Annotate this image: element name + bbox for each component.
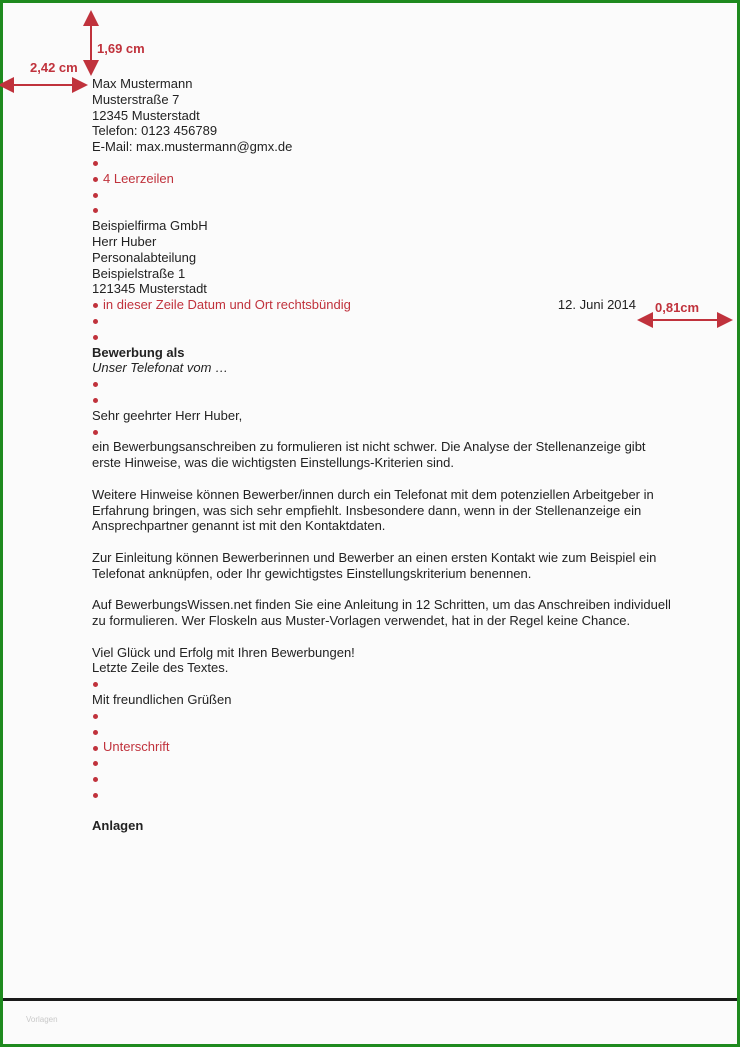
attachments-heading: Anlagen <box>92 818 144 834</box>
recipient-city: 121345 Musterstadt <box>92 281 207 297</box>
recipient-street: Beispielstraße 1 <box>92 265 186 281</box>
bullet-dot <box>93 746 98 751</box>
bullet-dot <box>93 777 98 782</box>
sender-city: 12345 Musterstadt <box>92 107 200 123</box>
top-margin-label: 1,69 cm <box>97 41 145 56</box>
bullet-dot <box>93 208 98 213</box>
bullet-dot <box>93 398 98 403</box>
body-paragraph-5-line-1: Viel Glück und Erfolg mit Ihren Bewerbungen! <box>92 644 355 660</box>
left-margin-label: 2,42 cm <box>30 60 78 75</box>
bullet-dot <box>93 335 98 340</box>
bottom-rule <box>3 998 737 1001</box>
blank-line-marker <box>92 755 672 771</box>
blank-line-marker <box>92 787 672 803</box>
bullet-dot <box>93 303 98 308</box>
body-paragraph-1: ein Bewerbungsanschreiben zu formulieren ist nicht schwer. Die Analyse der Stellenanzeige gibt erste Hinweise, was die wichtigsten Einstellungs-Kriterien sind. <box>92 439 646 471</box>
letter-body <box>92 76 672 834</box>
sender-email: E-Mail: max.mustermann@gmx.de <box>92 139 293 155</box>
date-line <box>92 297 672 313</box>
bullet-dot <box>93 430 98 435</box>
signature-hint <box>92 739 672 755</box>
letter-date: 12. Juni 2014 <box>557 297 636 313</box>
bullet-dot <box>93 319 98 324</box>
bullet-dot <box>93 177 98 182</box>
blank-line-marker <box>92 202 672 218</box>
body-paragraph-3: Zur Einleitung können Bewerberinnen und Bewerber an einen ersten Kontakt wie zum Beispiel ein Telefonat anknüpfen, oder Ihr gewichtigstes Einstellungskriterium benennen. <box>92 549 657 581</box>
bullet-dot <box>93 161 98 166</box>
bullet-dot <box>93 793 98 798</box>
body-paragraph-5-line-2: Letzte Zeile des Textes. <box>92 660 229 676</box>
reference-line: Unser Telefonat vom … <box>92 360 229 376</box>
body-paragraph-2: Weitere Hinweise können Bewerber/innen durch ein Telefonat mit dem potenziellen Arbeitgeber in Erfahrung bringen, was sich sehr empfiehlt. Insbesondere dann, wenn in der Stellenanzeige ein Ansprechpartner genannt ist mit den Kontaktdaten. <box>92 486 654 534</box>
bullet-dot <box>93 761 98 766</box>
blank-line-marker <box>92 708 672 724</box>
bullet-dot <box>93 382 98 387</box>
sender-name: Max Mustermann <box>92 76 193 91</box>
blank-line-marker <box>92 724 672 740</box>
blank-line-marker <box>92 392 672 408</box>
blank-lines-hint-text: 4 Leerzeilen <box>103 170 174 186</box>
bullet-dot <box>93 730 98 735</box>
signature-hint-text: Unterschrift <box>103 739 170 755</box>
salutation: Sehr geehrter Herr Huber, <box>92 407 243 423</box>
blank-line-marker <box>92 376 672 392</box>
blank-line-marker <box>92 155 672 171</box>
blank-line-marker <box>92 329 672 345</box>
right-margin-label: 0,81cm <box>655 300 700 315</box>
blank-line-marker <box>92 424 672 440</box>
date-line-hint: in dieser Zeile Datum und Ort rechtsbündig <box>103 297 351 313</box>
blank-line-marker <box>92 187 672 203</box>
blank-line-marker <box>92 676 672 692</box>
recipient-department: Personalabteilung <box>92 249 197 265</box>
bullet-dot <box>93 193 98 198</box>
blank-lines-hint <box>92 171 672 187</box>
sender-phone: Telefon: 0123 456789 <box>92 123 218 139</box>
body-paragraph-4: Auf BewerbungsWissen.net finden Sie eine Anleitung in 12 Schritten, um das Anschreiben individuell zu formulieren. Wer Floskeln aus Muster-Vorlagen verwendet, hat in der Regel keine Chance. <box>92 597 671 629</box>
recipient-company: Beispielfirma GmbH <box>92 218 208 234</box>
blank-line-marker <box>92 313 672 329</box>
recipient-person: Herr Huber <box>92 233 157 249</box>
bullet-dot <box>93 714 98 719</box>
blank-line-marker <box>92 771 672 787</box>
sender-street: Musterstraße 7 <box>92 91 180 107</box>
closing-line: Mit freundlichen Grüßen <box>92 692 232 708</box>
bullet-dot <box>93 682 98 687</box>
footer-watermark: Vorlagen <box>26 1015 58 1024</box>
subject-line: Bewerbung als <box>92 344 185 360</box>
